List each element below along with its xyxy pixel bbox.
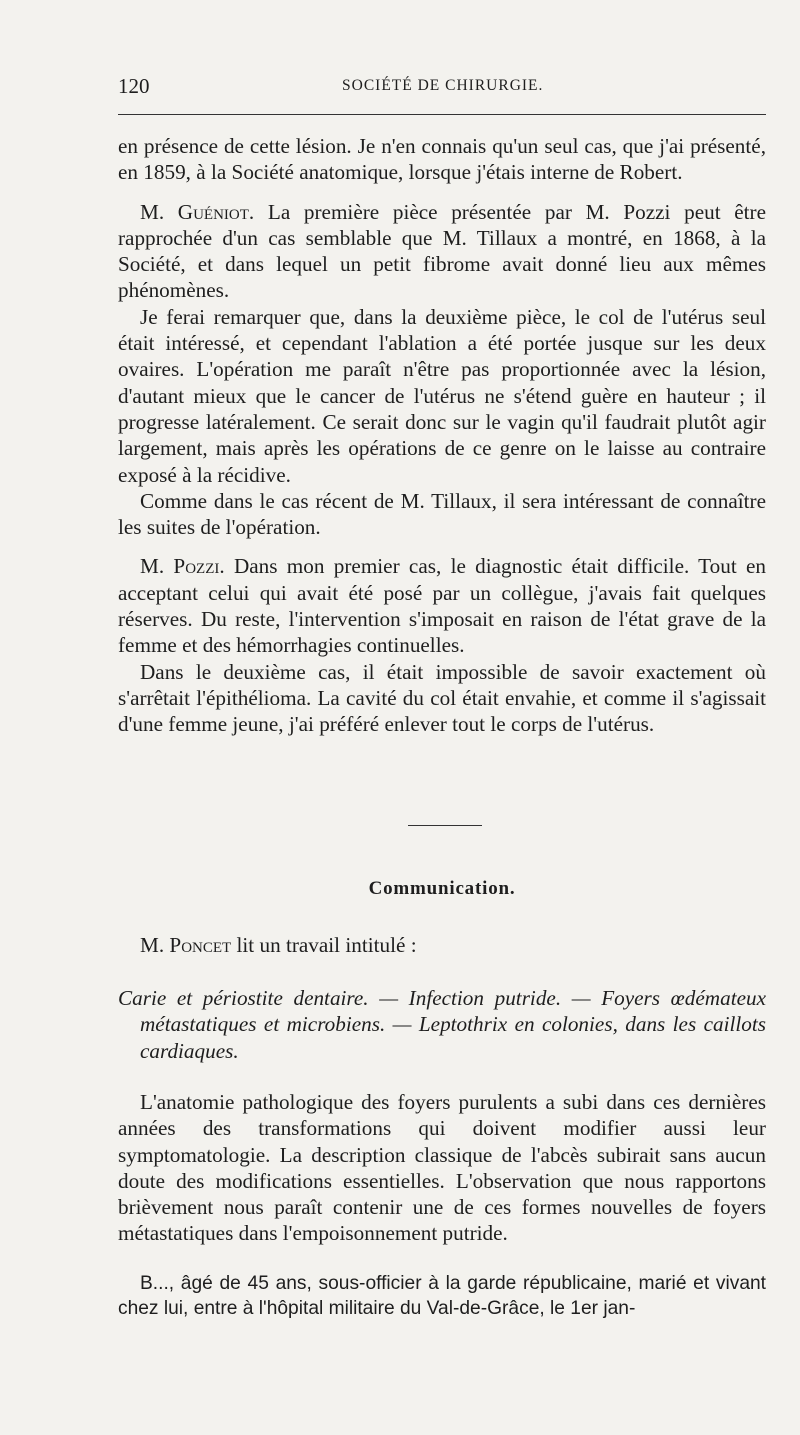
page-header xyxy=(118,74,766,102)
page-number: 120 xyxy=(118,74,150,98)
paragraph-3: Je ferai remarquer que, dans la deuxième pièce, le col de l'utérus seul était intéressé, et cependant l'ablation a été portée jusque sur les deux ovaires. L'opération me paraît n'être pas proportionnée avec la lésion, d'autant mieux que le cancer de l'utérus ne s'étend guère en hauteur ; il progresse latéralement. Ce serait donc sur le vagin qu'il faudrait plutôt agir largement, mais après les opérations de ce genre on le laisse au contraire exposé à la récidive. xyxy=(118,304,766,487)
communication-body: L'anatomie pathologique des foyers purulents a subi dans ces dernières années des transformations qui doivent modifier aussi leur symptomatologie. La description classique de l'abcès subirait sans aucun doute des modifications essentielles. L'observation que nous rapportons brièvement nous paraît contenir une de ces formes nouvelles de foyers métastatiques dans l'empoisonnement putride. xyxy=(118,1090,766,1246)
paragraph-6: Dans le deuxième cas, il était impossible de savoir exactement où s'arrêtait l'épithélioma. La cavité du col était envahie, et comme il s'agissait d'une femme jeune, j'ai préféré enlever tout le corps de l'utérus. xyxy=(118,659,766,737)
speaker-pozzi: M. Pozzi. xyxy=(140,554,225,579)
speaker-poncet: M. Poncet xyxy=(140,933,232,957)
section-divider xyxy=(408,825,482,826)
speaker-gueniot: M. Guéniot. xyxy=(140,199,255,224)
discussion-text xyxy=(118,133,766,738)
paragraph-1: en présence de cette lésion. Je n'en connais qu'un seul cas, que j'ai présenté, en 1859, à la Société anatomique, lorsque j'étais interne de Robert. xyxy=(118,134,766,185)
running-title: SOCIÉTÉ DE CHIRURGIE. xyxy=(342,77,544,94)
communication-title: Carie et périostite dentaire. — Infection putride. — Foyers œdémateux métastatiques et microbiens. — Leptothrix en colonies, dans les caillots cardiaques. xyxy=(118,986,766,1063)
communication-intro: M. Poncet lit un travail intitulé : xyxy=(140,933,417,957)
case-observation: B..., âgé de 45 ans, sous-officier à la garde républicaine, marié et vivant chez lui, entre à l'hôpital militaire du Val-de-Grâce, le 1er jan- xyxy=(118,1273,766,1319)
header-rule xyxy=(118,114,766,115)
paragraph-gueniot: M. Guéniot. La première pièce présentée par M. Pozzi peut être rapprochée d'un cas semblable que M. Tillaux a montré, en 1868, à la Société, et dans lequel un petit fibrome avait donné lieu aux mêmes phénomènes. xyxy=(118,199,766,303)
paragraph-4: Comme dans le cas récent de M. Tillaux, il sera intéressant de connaître les suites de l'opération. xyxy=(118,488,766,540)
section-heading: Communication. xyxy=(368,878,516,899)
paragraph-pozzi: M. Pozzi. Dans mon premier cas, le diagnostic était difficile. Tout en acceptant celui qui avait été posé par un collègue, j'avais fait quelques réserves. Du reste, l'intervention s'imposait en raison de l'état grave de la femme et des hémorrhagies continuelles. xyxy=(118,554,767,658)
